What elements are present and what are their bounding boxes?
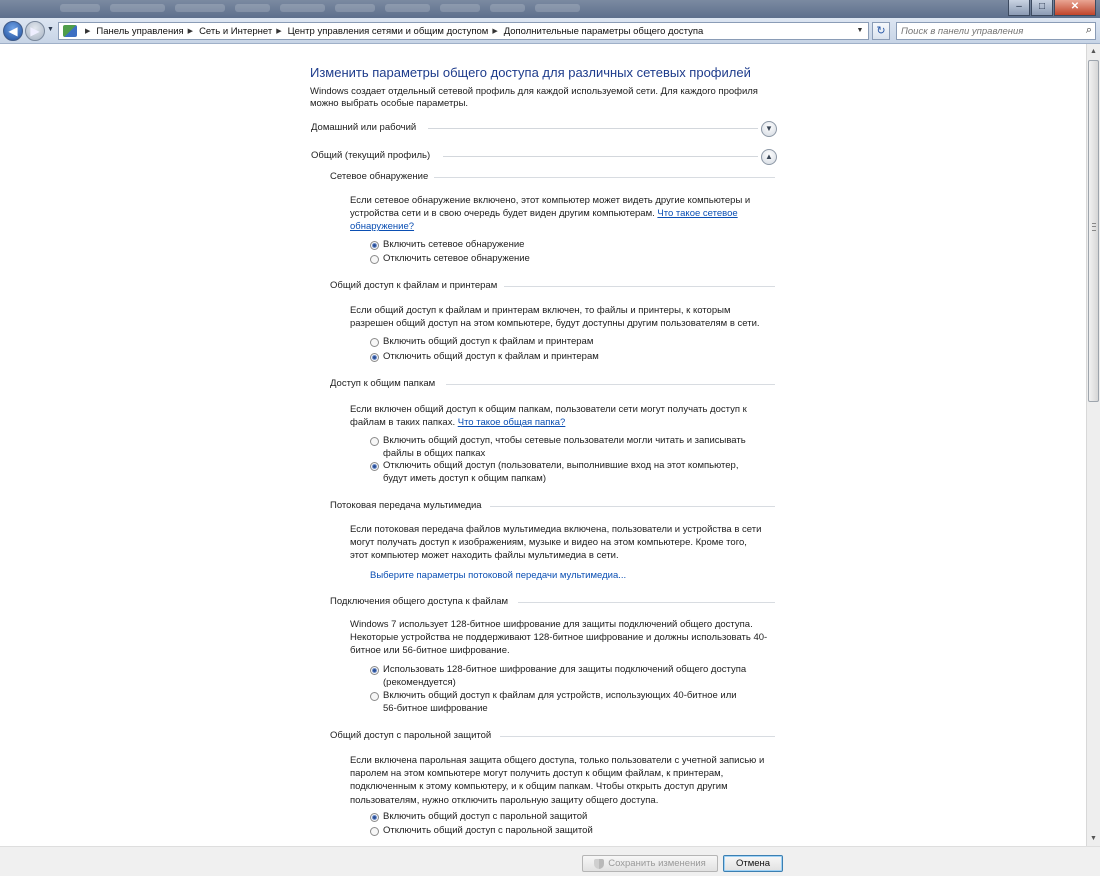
chevron-right-icon[interactable]: ▶: [492, 28, 498, 35]
maximize-button[interactable]: □: [1031, 0, 1053, 16]
radio-encryption-128[interactable]: [370, 664, 746, 689]
breadcrumb-control-panel[interactable]: Панель управления: [96, 25, 184, 37]
menu-blur: [385, 4, 430, 12]
chevron-right-icon[interactable]: ▶: [187, 28, 194, 35]
radio-label-line: Включить общий доступ к файлам для устройств, использующих 40-битное или: [383, 690, 737, 701]
section-title-discovery: Сетевое обнаружение: [330, 171, 429, 182]
text-line: битное или 56-битное шифрование.: [350, 645, 510, 657]
radio-unchecked[interactable]: [370, 827, 379, 836]
radio-label-line: Включить общий доступ, чтобы сетевые пользователи могли читать и записывать: [383, 435, 746, 446]
radio-password-off[interactable]: [370, 825, 593, 838]
chevron-right-icon[interactable]: ▶: [276, 28, 282, 35]
radio-label: [383, 690, 737, 715]
arrow-left-icon: ◀: [8, 24, 18, 38]
radio-folders-off[interactable]: [370, 460, 738, 485]
section-title-connections: Подключения общего доступа к файлам: [330, 596, 509, 607]
what-is-discovery-link[interactable]: Что такое сетевое: [657, 208, 738, 220]
radio-password-on[interactable]: [370, 811, 587, 824]
text-line: Если сетевое обнаружение включено, этот компьютер может видеть другие компьютеры и: [350, 195, 751, 206]
radio-label-line: Отключить общий доступ (пользователи, выполнившие вход на этот компьютер,: [383, 460, 739, 471]
media-streaming-options-link[interactable]: Выберите параметры потоковой передачи мультимедиа...: [370, 570, 627, 581]
text-line: Если потоковая передача файлов мультимедиа включена, пользователи и устройства в сети: [350, 524, 762, 535]
text-line: подключенным к этому компьютеру, и к общим папкам. Чтобы открыть доступ другим: [350, 781, 728, 793]
text-line: разрешен общий доступ на этом компьютере, будут доступны другим пользователям в сети.: [350, 318, 760, 330]
scroll-up-icon[interactable]: ▲: [1090, 48, 1097, 55]
text-line: Если общий доступ к файлам и принтерам включен, то файлы и принтеры, к которым: [350, 305, 731, 316]
chevron-right-icon[interactable]: ▶: [85, 28, 91, 35]
menu-blur: [110, 4, 165, 12]
radio-checked[interactable]: [370, 666, 379, 675]
menu-blur: [175, 4, 225, 12]
button-label: Сохранить изменения: [608, 858, 706, 869]
radio-checked[interactable]: [370, 462, 379, 471]
section-text: [350, 618, 767, 658]
radio-encryption-40-56[interactable]: [370, 690, 737, 715]
save-changes-button[interactable]: [582, 855, 718, 872]
back-button[interactable]: [3, 21, 23, 41]
section-divider: [490, 506, 775, 507]
radio-label-line: файлы в общих папках: [383, 447, 486, 459]
chevron-down-icon: ▼: [47, 26, 54, 33]
radio-label-line: будут иметь доступ к общим папкам): [383, 472, 546, 484]
section-title-files: Общий доступ к файлам и принтерам: [330, 280, 498, 291]
address-bar[interactable]: [58, 22, 869, 40]
radio-label: Включить общий доступ с парольной защитой: [383, 811, 588, 822]
menu-blur: [535, 4, 580, 12]
menu-blur: [235, 4, 270, 12]
window-controls: [1007, 0, 1096, 17]
section-text: [350, 194, 750, 234]
radio-folders-on[interactable]: [370, 435, 746, 460]
section-divider: [446, 384, 775, 385]
radio-label: Отключить общий доступ к файлам и принтерам: [383, 351, 599, 362]
text-line: паролем на этом компьютере могут получить доступ к общим файлам, к принтерам,: [350, 768, 724, 780]
radio-label-line: 56-битное шифрование: [383, 702, 488, 714]
cancel-button[interactable]: Отмена: [723, 855, 783, 872]
recent-pages-dropdown[interactable]: [47, 26, 54, 33]
search-input[interactable]: [897, 23, 1077, 39]
address-dropdown-icon[interactable]: ▼: [856, 27, 864, 34]
radio-files-on[interactable]: [370, 336, 593, 349]
arrow-right-icon: ▶: [30, 24, 40, 38]
radio-label-line: Использовать 128-битное шифрование для защиты подключений общего доступа: [383, 664, 747, 675]
profile-home-title[interactable]: Домашний или рабочий: [311, 122, 417, 133]
radio-label: Включить сетевое обнаружение: [383, 239, 525, 250]
page-title: Изменить параметры общего доступа для различных сетевых профилей: [310, 65, 751, 80]
section-text: [350, 403, 747, 429]
refresh-icon: ↻: [876, 25, 886, 37]
text-line: [350, 220, 750, 233]
text-line: [350, 416, 747, 429]
radio-label: [383, 460, 738, 485]
breadcrumb-advanced-sharing[interactable]: Дополнительные параметры общего доступа: [503, 25, 704, 37]
scroll-down-icon[interactable]: ▼: [1090, 835, 1097, 842]
scrollbar-thumb[interactable]: [1088, 60, 1099, 402]
radio-discovery-off[interactable]: [370, 253, 530, 266]
what-is-discovery-link[interactable]: обнаружение?: [350, 221, 415, 233]
radio-checked[interactable]: [370, 813, 379, 822]
search-icon[interactable]: ⌕: [1085, 24, 1092, 36]
radio-label: [383, 435, 746, 460]
menu-blur: [60, 4, 100, 12]
profile-divider: [428, 128, 758, 129]
section-divider: [504, 286, 775, 287]
radio-label: Отключить общий доступ с парольной защитой: [383, 825, 593, 836]
radio-files-off[interactable]: [370, 351, 599, 364]
control-panel-icon: [63, 25, 77, 37]
section-title-media: Потоковая передача мультимедиа: [330, 500, 482, 511]
window-title-bar: [0, 0, 1100, 18]
menu-blur: [280, 4, 325, 12]
what-is-public-folder-link[interactable]: Что такое общая папка?: [457, 417, 566, 429]
search-box[interactable]: [896, 22, 1096, 40]
page-description-line: Windows создает отдельный сетевой профиль для каждой используемой сети. Для каждого профиля: [310, 86, 758, 97]
section-divider: [434, 177, 775, 178]
breadcrumb-network-center[interactable]: Центр управления сетями и общим доступом: [287, 25, 489, 37]
page-description-line: можно выбрать особые параметры.: [310, 98, 469, 109]
radio-discovery-on[interactable]: [370, 239, 524, 252]
refresh-button[interactable]: [872, 22, 890, 40]
text-line: Если включен общий доступ к общим папкам, пользователи сети могут получать доступ к: [350, 404, 747, 415]
menu-blur: [440, 4, 480, 12]
expand-chevron-icon[interactable]: ▼: [761, 121, 777, 137]
section-title-password: Общий доступ с парольной защитой: [330, 730, 492, 741]
radio-checked[interactable]: [370, 241, 379, 250]
text-line: [350, 207, 750, 220]
text-line: пользователям, нужно отключить парольную защиту общего доступа.: [350, 794, 659, 806]
radio-label: Отключить сетевое обнаружение: [383, 253, 530, 264]
section-text: [350, 304, 760, 330]
text-span: устройства сети и в свою очередь будет виден другим компьютерам.: [350, 208, 655, 220]
radio-label: [383, 664, 746, 689]
text-line: могут получать доступ к изображениям, музыке и видео на этом компьютере. Кроме того,: [350, 537, 747, 549]
text-span: файлам в таких папках.: [350, 417, 456, 429]
close-button[interactable]: ✕: [1054, 0, 1096, 16]
radio-checked[interactable]: [370, 353, 379, 362]
vertical-scrollbar[interactable]: [1086, 44, 1100, 846]
text-line: Если включена парольная защита общего доступа, только пользователи с учетной записью и: [350, 755, 765, 766]
radio-unchecked[interactable]: [370, 437, 379, 446]
collapse-chevron-icon[interactable]: ▲: [761, 149, 777, 165]
section-divider: [518, 602, 775, 603]
text-line: Windows 7 использует 128-битное шифрование для защиты подключений общего доступа.: [350, 619, 753, 630]
forward-button[interactable]: [25, 21, 45, 41]
text-line: этот компьютер может находить файлы мультимедиа в сети.: [350, 550, 619, 562]
profile-public-title[interactable]: Общий (текущий профиль): [311, 150, 431, 161]
radio-label: Включить общий доступ к файлам и принтерам: [383, 336, 594, 347]
radio-label-line: (рекомендуется): [383, 676, 456, 688]
radio-unchecked[interactable]: [370, 692, 379, 701]
section-title-folders: Доступ к общим папкам: [330, 378, 436, 389]
grip-icon: [1092, 223, 1096, 231]
minimize-button[interactable]: –: [1008, 0, 1030, 16]
radio-unchecked[interactable]: [370, 338, 379, 347]
breadcrumb-network-internet[interactable]: Сеть и Интернет: [199, 25, 273, 37]
radio-unchecked[interactable]: [370, 255, 379, 264]
settings-content: [0, 44, 1086, 846]
menu-blur: [490, 4, 525, 12]
uac-shield-icon: [594, 859, 604, 869]
section-divider: [500, 736, 775, 737]
section-text: [350, 523, 761, 563]
menu-blur: [335, 4, 375, 12]
section-text: [350, 754, 764, 807]
action-bar: [0, 846, 1100, 876]
address-toolbar: [0, 18, 1100, 44]
text-line: Некоторые устройства не поддерживают 128-битное шифрование и должны использовать 40-: [350, 632, 768, 644]
profile-divider: [443, 156, 758, 157]
